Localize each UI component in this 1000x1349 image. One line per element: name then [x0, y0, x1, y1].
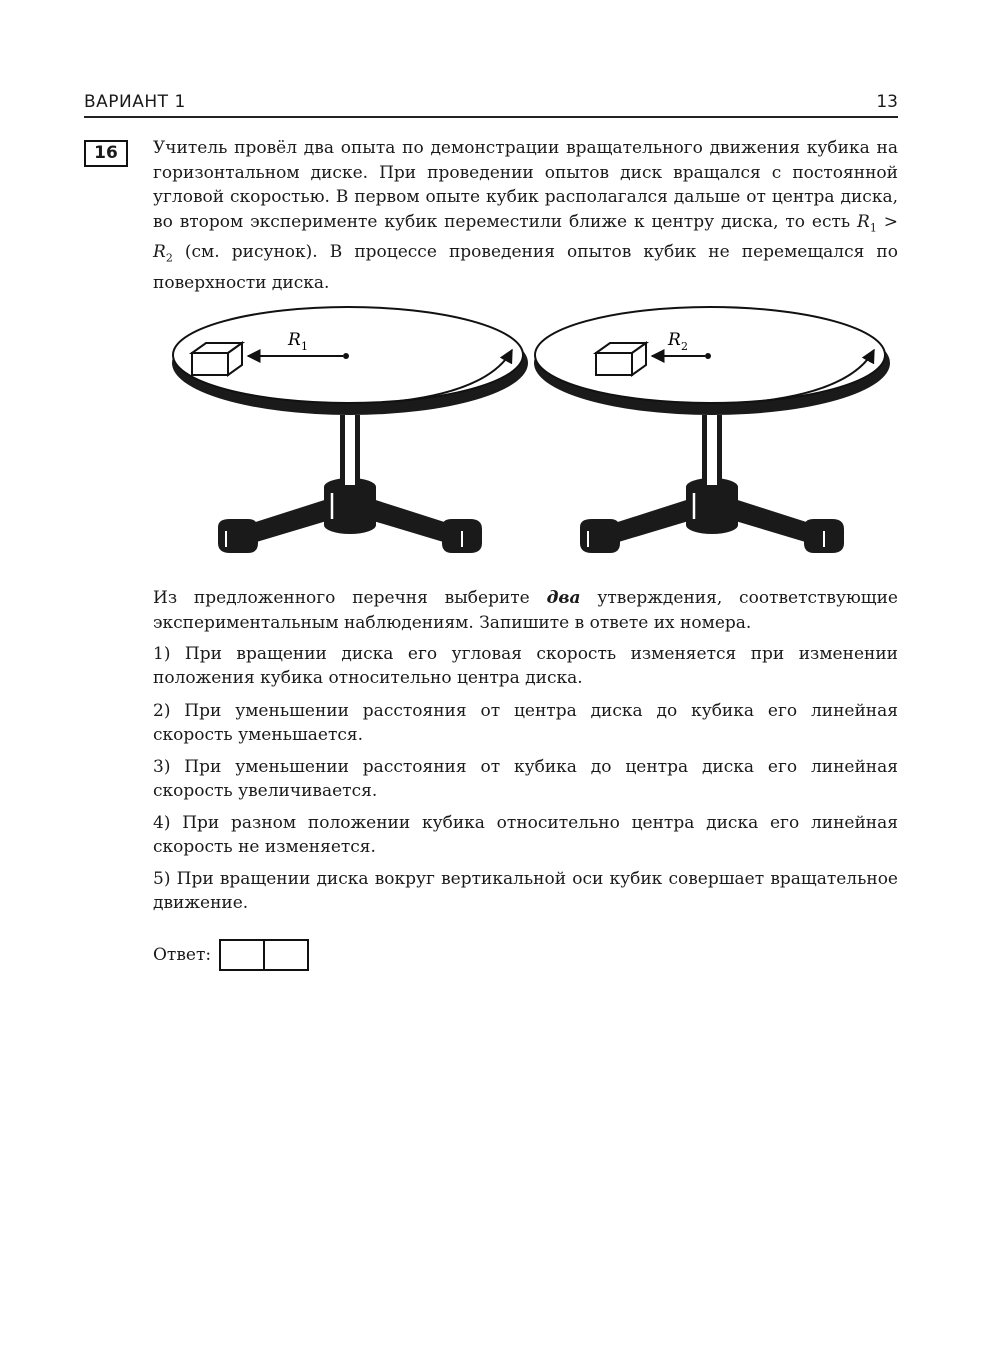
answer-cell-1[interactable] [221, 941, 263, 969]
variant-title: ВАРИАНТ 1 [84, 92, 186, 112]
task-number: 16 [84, 140, 128, 167]
label-r2-sub: 2 [681, 340, 688, 353]
page-number: 13 [876, 92, 898, 112]
label-r1-sub: 1 [301, 340, 308, 353]
rotating-discs-figure [160, 295, 900, 575]
right-disc-apparatus [534, 307, 890, 553]
label-r1: R [288, 330, 301, 350]
option-5: 5) При вращении диска вокруг вертикальной оси кубик совершает вращательное движение. [153, 869, 898, 913]
label-r2: R [668, 330, 681, 350]
page-header [84, 90, 898, 118]
answer-label: Ответ: [153, 945, 212, 965]
answer-row [153, 939, 309, 971]
option-2: 2) При уменьшении расстояния от центра диска до кубика его линейная скорость уменьшается. [153, 701, 898, 745]
answer-boxes [219, 939, 309, 971]
option-4: 4) При разном положении кубика относительно центра диска его линейная скорость не изменяется. [153, 813, 898, 857]
question-text: Из предложенного перечня выберите два утверждения, соответствующие экспериментальным наблюдениям. Запишите в ответе их номера. [153, 588, 898, 633]
answer-cell-2[interactable] [263, 941, 307, 969]
left-disc-apparatus [172, 307, 528, 553]
task-intro: Учитель провёл два опыта по демонстрации вращательного движения кубика на горизонтальном диске. При проведении опытов диск вращался с постоянной угловой скоростью. В первом опыте кубик располагался дальше от центра диска, во втором эксперименте кубик переместили ближе к центру диска, то есть $R_1 > R_2$ (см. рисунок). В процессе проведения опытов кубик не перемещался по поверхности диска. [153, 138, 898, 294]
emphasis-two: два [546, 588, 581, 608]
option-1: 1) При вращении диска его угловая скорость изменяется при изменении положения кубика относительно центра диска. [153, 644, 898, 688]
option-3: 3) При уменьшении расстояния от кубика до центра диска его линейная скорость увеличивается. [153, 757, 898, 801]
